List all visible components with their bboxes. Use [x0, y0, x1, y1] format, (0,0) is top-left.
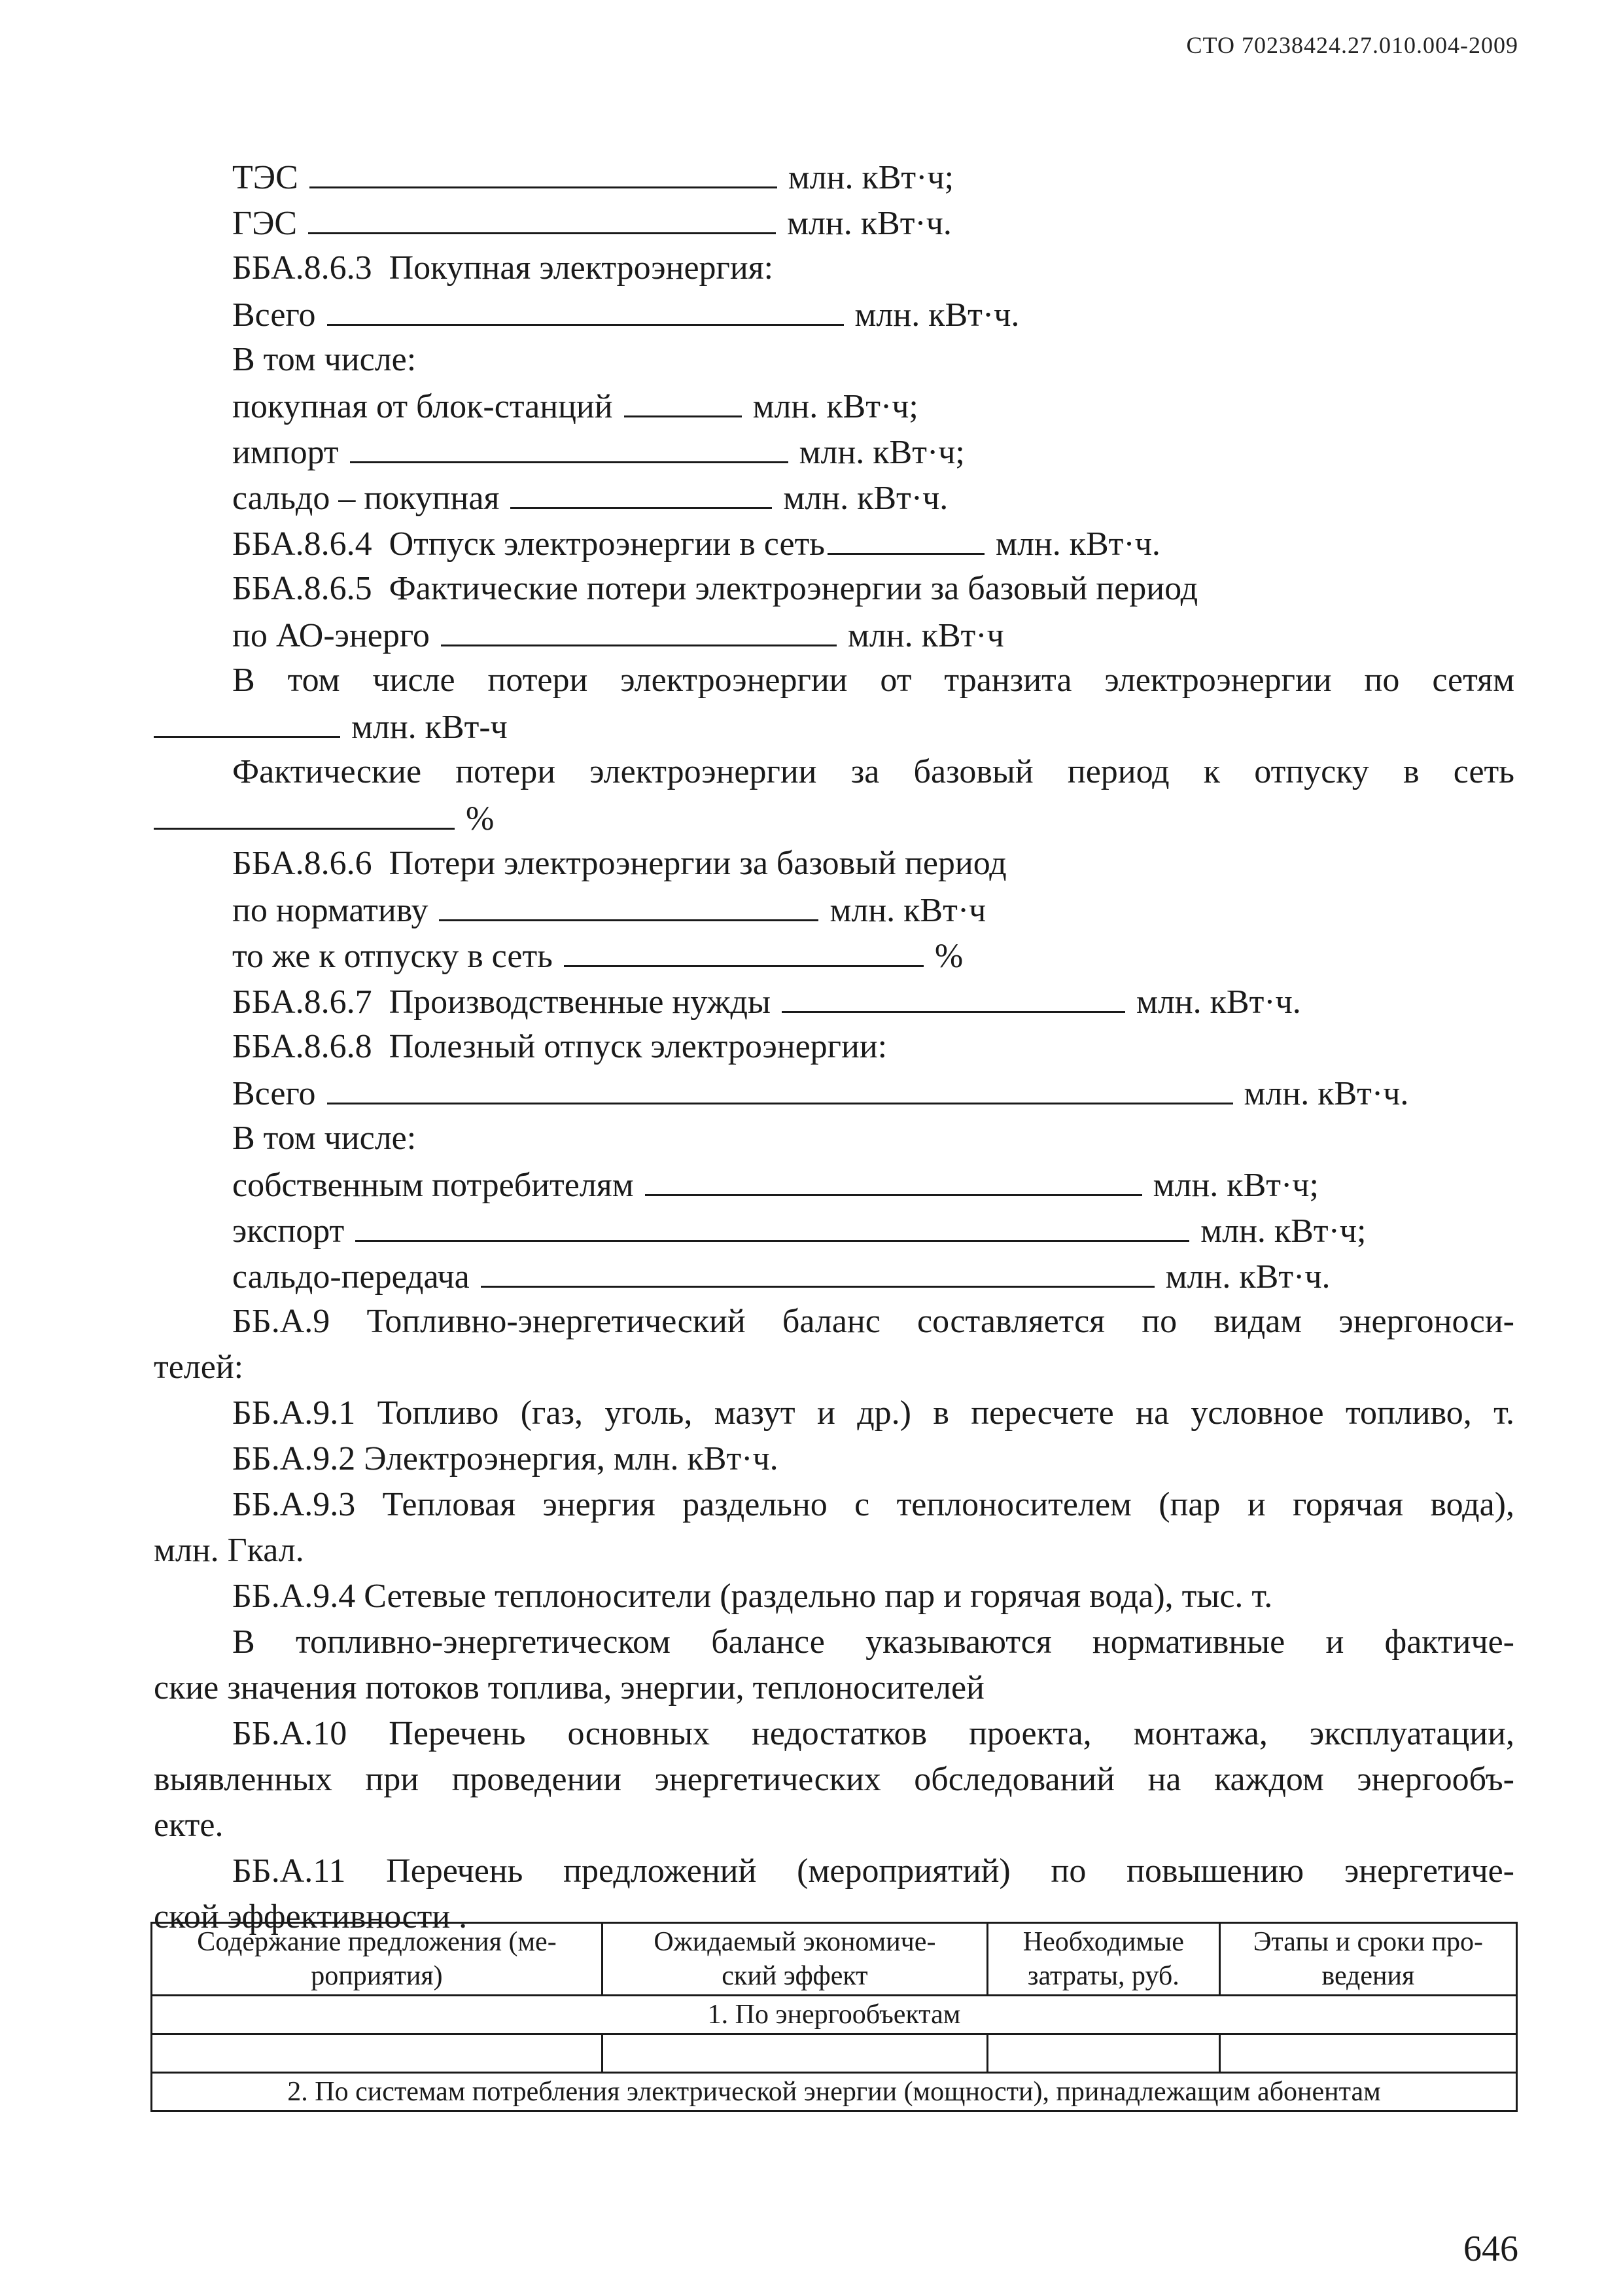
section-866 — [154, 841, 1514, 887]
paragraph-balance-line2: ские значения потоков топлива, энергии, теплоносителей — [154, 1669, 985, 1706]
section-title: Потери электроэнергии за базовый период — [389, 845, 1007, 882]
section-number: ББА.8.6.4 — [232, 525, 372, 563]
paragraph-a10-line3: екте. — [154, 1807, 224, 1844]
ao-energo-unit: млн. кВт·ч — [847, 617, 1004, 654]
paragraph-a9-line2: телей: — [154, 1349, 244, 1386]
table-header-row — [152, 1923, 1517, 1996]
saldo-transfer-line — [154, 1253, 1514, 1299]
transit-losses-text: В том числе потери электроэнергии от транзита электроэнергии по сетям — [232, 662, 1514, 699]
section-title: Производственные нужды — [389, 983, 771, 1021]
ges-line — [154, 200, 1514, 245]
page-number: 646 — [1463, 2229, 1518, 2269]
section-865 — [154, 566, 1514, 612]
paragraph-a94: ББ.А.9.4 Сетевые теплоносители (раздельно пар и горячая вода), тыс. т. — [232, 1578, 1273, 1615]
including-label: В том числе: — [232, 341, 417, 378]
normative-unit: млн. кВт·ч — [829, 892, 986, 929]
normative-line — [154, 887, 1514, 932]
tes-unit: млн. кВт·ч; — [788, 159, 954, 196]
total-useful-line — [154, 1070, 1514, 1116]
transit-losses-blank — [154, 703, 340, 738]
same-to-supply-line — [154, 932, 1514, 978]
actual-losses-blank — [154, 795, 455, 830]
section-title: Покупная электроэнергия: — [389, 249, 774, 287]
total-blank — [327, 291, 844, 326]
section-868 — [154, 1024, 1514, 1070]
transit-losses-value-line — [154, 703, 1514, 749]
ges-blank — [308, 200, 776, 234]
own-consumers-unit: млн. кВт·ч; — [1153, 1167, 1319, 1204]
header-cell-content: Содержание предложения (ме- роприятия) — [152, 1923, 602, 1996]
header-cell-effect: Ожидаемый экономиче- ский эффект — [602, 1923, 987, 1996]
total-useful-blank — [327, 1070, 1233, 1104]
own-consumers-label: собственным потребителям — [232, 1167, 634, 1204]
saldo-transfer-label: сальдо-передача — [232, 1258, 470, 1296]
paragraph-a11-line2: ской эффективности . — [154, 1898, 468, 1935]
ao-energo-blank — [441, 612, 837, 646]
import-blank — [350, 429, 788, 463]
proposals-table — [150, 1922, 1518, 2112]
block-stations-blank — [624, 383, 742, 417]
total-unit: млн. кВт·ч. — [854, 296, 1020, 334]
import-line — [154, 429, 1514, 474]
section-867 — [154, 978, 1514, 1024]
total-label: Всего — [232, 296, 316, 334]
own-consumers-blank — [645, 1161, 1142, 1196]
section-title: Фактические потери электроэнергии за базовый период — [389, 570, 1198, 607]
normative-label: по нормативу — [232, 892, 428, 929]
section-title: Полезный отпуск электроэнергии: — [389, 1028, 888, 1065]
block-stations-unit: млн. кВт·ч; — [752, 388, 918, 425]
paragraph-a93-line2: млн. Гкал. — [154, 1532, 304, 1569]
ao-energo-line — [154, 612, 1514, 658]
total-purchased-line — [154, 291, 1514, 337]
ges-label: ГЭС — [232, 205, 298, 242]
section-864 — [154, 520, 1514, 566]
export-label: экспорт — [232, 1212, 345, 1250]
same-to-supply-label: то же к отпуску в сеть — [232, 938, 553, 975]
table-cell — [1219, 2034, 1516, 2073]
saldo-transfer-unit: млн. кВт·ч. — [1165, 1258, 1331, 1296]
saldo-unit: млн. кВт·ч. — [783, 480, 949, 517]
section-2-cell: 2. По системам потребления электрической энергии (мощности), принадлежащим абонентам — [152, 2073, 1517, 2111]
header-cell-costs: Необходимые затраты, руб. — [987, 1923, 1219, 1996]
table-cell — [602, 2034, 987, 2073]
transit-losses-unit: млн. кВт-ч — [351, 709, 508, 746]
section-1-cell: 1. По энергообъектам — [152, 1996, 1517, 2034]
section-number: ББА.8.6.8 — [232, 1028, 372, 1065]
saldo-transfer-blank — [481, 1253, 1155, 1288]
paragraph-a10-line2: выявленных при проведении энергетических обследований на каждом энергообъ- — [154, 1761, 1514, 1798]
saldo-purchased-line — [154, 474, 1514, 520]
total-label: Всего — [232, 1075, 316, 1112]
table-section-row — [152, 2073, 1517, 2111]
same-to-supply-blank — [564, 932, 924, 967]
tes-line — [154, 154, 1514, 200]
production-needs-unit: млн. кВт·ч. — [1136, 983, 1301, 1021]
production-needs-blank — [782, 978, 1125, 1013]
section-number: ББА.8.6.5 — [232, 570, 372, 607]
total-unit: млн. кВт·ч. — [1244, 1075, 1409, 1112]
paragraph-a93-line1: ББ.А.9.3 Тепловая энергия раздельно с теплоносителем (пар и горячая вода), — [232, 1486, 1514, 1523]
document-code: СТО 70238424.27.010.004-2009 — [1186, 32, 1518, 58]
import-unit: млн. кВт·ч; — [799, 434, 965, 471]
grid-supply-unit: млн. кВт·ч. — [996, 525, 1161, 563]
block-stations-line — [154, 383, 1514, 429]
export-line — [154, 1207, 1514, 1253]
table-section-row — [152, 1996, 1517, 2034]
section-title: Отпуск электроэнергии в сеть — [389, 525, 826, 563]
own-consumers-line — [154, 1161, 1514, 1207]
section-863 — [154, 245, 1514, 291]
tes-label: ТЭС — [232, 159, 298, 196]
export-unit: млн. кВт·ч; — [1200, 1212, 1367, 1250]
paragraph-a91: ББ.А.9.1 Топливо (газ, уголь, мазут и др.) в пересчете на условное топливо, т. — [232, 1394, 1514, 1432]
section-number: ББА.8.6.6 — [232, 845, 372, 882]
including-label: В том числе: — [232, 1120, 417, 1157]
grid-supply-blank — [828, 520, 985, 555]
actual-losses-text: Фактические потери электроэнергии за базовый период к отпуску в сеть — [232, 753, 1514, 790]
block-stations-label: покупная от блок-станций — [232, 388, 613, 425]
tes-blank — [309, 154, 777, 188]
document-body — [154, 154, 1514, 1940]
section-number: ББА.8.6.3 — [232, 249, 372, 287]
saldo-label: сальдо – покупная — [232, 480, 500, 517]
table-cell — [987, 2034, 1219, 2073]
saldo-blank — [510, 474, 772, 509]
ao-energo-label: по АО-энерго — [232, 617, 430, 654]
paragraph-a9-line1: ББ.А.9 Топливно-энергетический баланс составляется по видам энергоноси- — [232, 1303, 1514, 1340]
paragraph-a11-line1: ББ.А.11 Перечень предложений (мероприятий) по повышению энергетиче- — [232, 1852, 1514, 1890]
paragraph-a92: ББ.А.9.2 Электроэнергия, млн. кВт·ч. — [232, 1440, 778, 1477]
ges-unit: млн. кВт·ч. — [787, 205, 952, 242]
same-to-supply-unit: % — [934, 938, 964, 975]
table-row — [152, 2034, 1517, 2073]
paragraph-a10-line1: ББ.А.10 Перечень основных недостатков проекта, монтажа, эксплуатации, — [232, 1715, 1514, 1752]
import-label: импорт — [232, 434, 339, 471]
header-cell-stages: Этапы и сроки про- ведения — [1219, 1923, 1516, 1996]
normative-blank — [439, 887, 818, 921]
section-number: ББА.8.6.7 — [232, 983, 372, 1021]
table-cell — [152, 2034, 602, 2073]
actual-losses-value-line — [154, 795, 1514, 841]
export-blank — [355, 1207, 1189, 1242]
paragraph-balance-line1: В топливно-энергетическом балансе указываются нормативные и фактиче- — [232, 1623, 1514, 1661]
actual-losses-unit: % — [466, 800, 495, 838]
